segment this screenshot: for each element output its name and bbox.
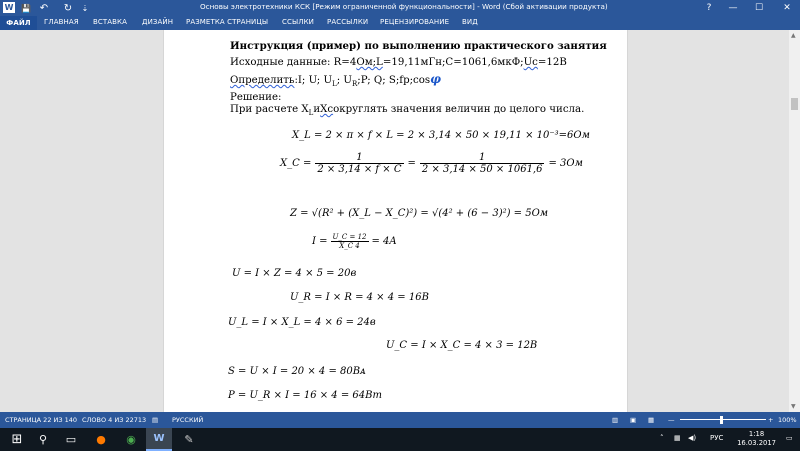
start-button[interactable]: ⊞ [11,432,23,447]
word-taskbar-icon[interactable]: W [146,428,172,451]
ribbon-tabs [0,16,800,30]
firefox-icon[interactable]: ● [96,433,106,446]
rounding-note: При расчете $X_LиXсокруглять$ значения величин до целого числа. [230,104,585,118]
search-icon[interactable]: ⚲ [38,433,48,446]
save-icon[interactable]: 💾 [21,3,31,13]
tab-review[interactable]: РЕЦЕНЗИРОВАНИЕ [380,18,450,26]
equation-xc: X_C = $\frac{1}{2 \times 3,14 \times f \times C}$ = $\frac{1}{2 \times 3,14 \times 50 \times 1061,6}$ = 3Ом [280,152,583,175]
tab-mailings[interactable]: РАССЫЛКИ [327,18,369,26]
zoom-in-icon[interactable]: + [768,416,774,424]
app-icon[interactable]: ✎ [184,433,194,446]
equation-s: S = U × I = 20 × 4 = 80Вᴀ [228,366,366,377]
zoom-slider[interactable] [680,419,766,420]
undo-icon[interactable]: ↶ [39,2,49,14]
minimize-button[interactable]: — [728,3,738,13]
scroll-thumb[interactable] [791,98,798,110]
equation-xl: X_L = 2 × π × f × L = 2 × 3,14 × 50 × 19,11 × 10⁻³=6Ом [292,130,590,141]
word-count[interactable]: СЛОВО 4 ИЗ 22713 [82,416,147,424]
clock-time: 1:18 [748,430,765,438]
proofing-icon[interactable]: ▤ [152,416,159,424]
chrome-icon[interactable]: ◉ [126,433,136,446]
tab-file[interactable]: ФАЙЛ [0,16,37,30]
word-app-icon[interactable]: W [4,3,14,12]
network-icon[interactable]: ▦ [674,434,681,442]
read-mode-icon[interactable]: ▥ [612,416,619,424]
tray-arrow-icon[interactable]: ˄ [660,434,664,442]
keyboard-language[interactable]: РУС [710,434,724,442]
equation-p: P = U_R × I = 16 × 4 = 64Вт [228,390,382,401]
language-indicator[interactable]: РУССКИЙ [172,416,204,424]
tab-design[interactable]: ДИЗАЙН [142,18,174,26]
scroll-up-icon[interactable]: ▲ [791,32,796,39]
notifications-icon[interactable]: ▭ [786,434,793,442]
tab-layout[interactable]: РАЗМЕТКА СТРАНИЦЫ [186,18,269,26]
document-area [0,30,800,412]
zoom-level[interactable]: 100% [778,416,797,424]
equation-uc: U_C = I × X_C = 4 × 3 = 12B [386,340,538,351]
solution-label: Решение: [230,92,282,103]
taskbar [0,428,800,451]
tab-references[interactable]: ССЫЛКИ [282,18,315,26]
window-title: Основы электротехники КСК [Режим ограниченной функциональности] - Word (Сбой активации продукта) [200,2,608,11]
equation-u: U = I × Z = 4 × 5 = 20в [232,268,357,279]
phi-symbol: φ [430,72,441,86]
equation-ul: U_L = I × X_L = 4 × 6 = 24в [228,317,376,328]
given-data-line: Исходные данные: R=4Ом;L=19,11мГн;С=1061,6мкФ;Uc=12В [230,57,567,68]
tab-home[interactable]: ГЛАВНАЯ [44,18,79,26]
web-layout-icon[interactable]: ▦ [648,416,655,424]
print-layout-icon[interactable]: ▣ [630,416,637,424]
vertical-scrollbar[interactable] [789,30,800,412]
volume-icon[interactable]: ◀) [688,434,697,442]
zoom-thumb[interactable] [720,416,723,424]
scroll-down-icon[interactable]: ▼ [791,403,796,410]
equation-z: Z = √(R² + (X_L − X_C)²) = √(4² + (6 − 3)²) = 5Ом [290,208,549,219]
equation-ur: U_R = I × R = 4 × 4 = 16B [290,292,429,303]
redo-icon[interactable]: ↻ [63,2,73,14]
page-count[interactable]: СТРАНИЦА 22 ИЗ 140 [5,416,78,424]
determine-line: Определить:I; U; $U_L$; $U_R;P$; Q; S;fp;cosφ [230,72,441,89]
document-page[interactable] [163,30,628,412]
maximize-button[interactable]: ☐ [754,3,764,13]
page-heading: Инструкция (пример) по выполнению практического занятия [230,40,607,52]
status-bar [0,412,800,428]
tab-insert[interactable]: ВСТАВКА [93,18,128,26]
zoom-out-icon[interactable]: — [668,416,675,424]
tab-view[interactable]: ВИД [462,18,478,26]
title-bar [0,0,800,16]
help-button[interactable]: ? [706,3,712,13]
clock[interactable] [737,430,776,448]
customize-toolbar-icon[interactable]: ⇣ [81,3,89,13]
close-button[interactable]: ✕ [783,3,791,13]
task-view-icon[interactable]: ▭ [65,433,77,446]
equation-i: I = $\frac{U\_C = 12}{X\_C 4}$ = 4A [312,233,397,250]
clock-date: 16.03.2017 [737,439,776,447]
